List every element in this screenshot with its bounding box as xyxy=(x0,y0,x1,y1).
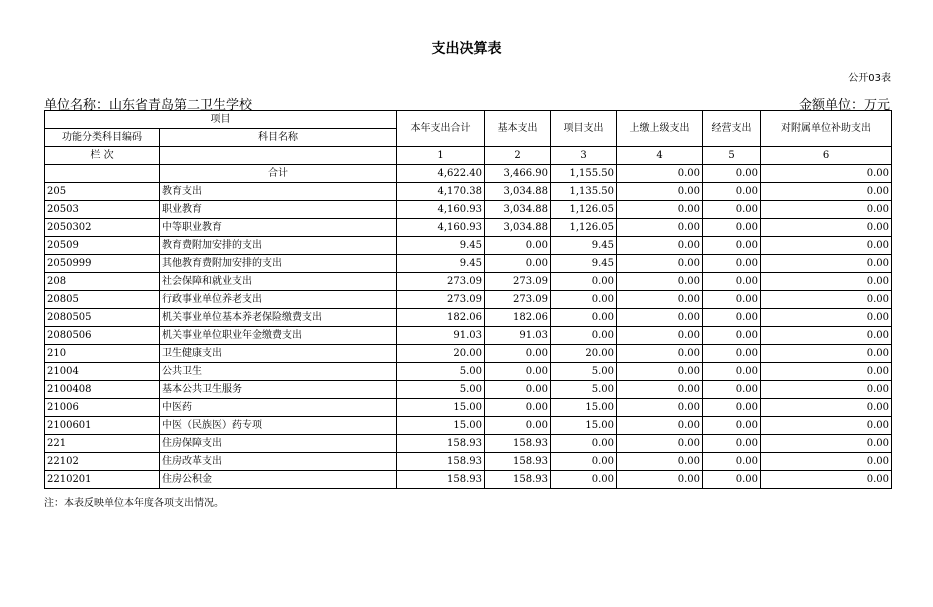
amount-cell: 158.93 xyxy=(485,453,551,471)
table-row xyxy=(45,291,892,309)
amount-cell: 9.45 xyxy=(551,255,617,273)
amount-cell: 0.00 xyxy=(761,399,892,417)
amount-cell: 0.00 xyxy=(703,219,761,237)
amount-cell: 0.00 xyxy=(617,399,703,417)
seq-number: 5 xyxy=(703,147,761,165)
amount-cell: 158.93 xyxy=(397,435,485,453)
amount-cell: 0.00 xyxy=(761,453,892,471)
amount-cell: 9.45 xyxy=(397,237,485,255)
amount-cell: 3,034.88 xyxy=(485,219,551,237)
amount-cell: 0.00 xyxy=(617,219,703,237)
unit-name: 单位名称：山东省青岛第二卫生学校 xyxy=(44,98,253,113)
amount-cell: 158.93 xyxy=(397,453,485,471)
amount-cell: 0.00 xyxy=(761,471,892,489)
amount-cell: 158.93 xyxy=(397,471,485,489)
amount-cell: 0.00 xyxy=(617,273,703,291)
amount-cell: 0.00 xyxy=(761,255,892,273)
subject-name: 教育支出 xyxy=(160,183,397,201)
subject-name: 社会保障和就业支出 xyxy=(160,273,397,291)
subject-code: 2050302 xyxy=(45,219,160,237)
amount-cell: 0.00 xyxy=(761,219,892,237)
table-row xyxy=(45,309,892,327)
amount-cell: 273.09 xyxy=(397,291,485,309)
table-row xyxy=(45,183,892,201)
col-project-header: 项目支出 xyxy=(551,111,617,147)
amount-cell: 1,126.05 xyxy=(551,219,617,237)
amount-cell: 4,160.93 xyxy=(397,201,485,219)
table-row xyxy=(45,201,892,219)
total-row xyxy=(45,165,892,183)
subject-code: 20509 xyxy=(45,237,160,255)
amount-cell: 0.00 xyxy=(703,201,761,219)
table-row xyxy=(45,345,892,363)
amount-cell: 0.00 xyxy=(703,417,761,435)
amount-cell: 0.00 xyxy=(761,363,892,381)
subject-code: 2100408 xyxy=(45,381,160,399)
amount-cell: 0.00 xyxy=(617,237,703,255)
amount-cell: 0.00 xyxy=(761,237,892,255)
subject-code: 21006 xyxy=(45,399,160,417)
amount-cell: 0.00 xyxy=(761,273,892,291)
amount-cell: 0.00 xyxy=(485,237,551,255)
subject-code: 2210201 xyxy=(45,471,160,489)
amount-cell: 0.00 xyxy=(617,201,703,219)
total-value: 1,155.50 xyxy=(551,165,617,183)
seq-number: 4 xyxy=(617,147,703,165)
amount-cell: 15.00 xyxy=(397,417,485,435)
subject-code: 21004 xyxy=(45,363,160,381)
amount-cell: 273.09 xyxy=(485,291,551,309)
total-value: 0.00 xyxy=(703,165,761,183)
amount-cell: 91.03 xyxy=(485,327,551,345)
subject-name: 中医药 xyxy=(160,399,397,417)
table-row xyxy=(45,363,892,381)
amount-cell: 0.00 xyxy=(617,309,703,327)
total-value: 3,466.90 xyxy=(485,165,551,183)
subject-code: 221 xyxy=(45,435,160,453)
amount-cell: 4,170.38 xyxy=(397,183,485,201)
table-row xyxy=(45,381,892,399)
amount-cell: 0.00 xyxy=(617,417,703,435)
amount-cell: 0.00 xyxy=(703,471,761,489)
subject-code: 2080506 xyxy=(45,327,160,345)
col-upper-header: 上缴上级支出 xyxy=(617,111,703,147)
amount-cell: 0.00 xyxy=(761,309,892,327)
subject-name: 住房公积金 xyxy=(160,471,397,489)
amount-cell: 0.00 xyxy=(703,183,761,201)
expenditure-table xyxy=(44,110,892,489)
amount-cell: 0.00 xyxy=(485,345,551,363)
item-header: 项目 xyxy=(45,111,397,129)
total-code-blank xyxy=(45,165,160,183)
amount-cell: 0.00 xyxy=(703,381,761,399)
amount-cell: 0.00 xyxy=(703,255,761,273)
subject-code: 2100601 xyxy=(45,417,160,435)
amount-cell: 0.00 xyxy=(761,183,892,201)
table-row xyxy=(45,219,892,237)
subject-code: 20503 xyxy=(45,201,160,219)
seq-number: 2 xyxy=(485,147,551,165)
amount-cell: 0.00 xyxy=(761,201,892,219)
subject-name: 公共卫生 xyxy=(160,363,397,381)
amount-cell: 0.00 xyxy=(551,291,617,309)
subject-code: 2050999 xyxy=(45,255,160,273)
amount-cell: 0.00 xyxy=(485,363,551,381)
seq-label: 栏 次 xyxy=(45,147,160,165)
subject-code: 20805 xyxy=(45,291,160,309)
amount-cell: 0.00 xyxy=(485,399,551,417)
table-row xyxy=(45,237,892,255)
total-label: 合计 xyxy=(160,165,397,183)
seq-number: 6 xyxy=(761,147,892,165)
amount-cell: 5.00 xyxy=(397,363,485,381)
amount-cell: 0.00 xyxy=(485,255,551,273)
amount-cell: 0.00 xyxy=(617,345,703,363)
amount-cell: 0.00 xyxy=(703,237,761,255)
subject-name: 职业教育 xyxy=(160,201,397,219)
subject-code: 22102 xyxy=(45,453,160,471)
amount-cell: 0.00 xyxy=(551,327,617,345)
amount-cell: 0.00 xyxy=(761,327,892,345)
amount-cell: 0.00 xyxy=(617,255,703,273)
amount-cell: 0.00 xyxy=(761,435,892,453)
amount-cell: 5.00 xyxy=(551,363,617,381)
amount-cell: 0.00 xyxy=(617,471,703,489)
amount-cell: 0.00 xyxy=(485,381,551,399)
name-col-header: 科目名称 xyxy=(160,129,397,147)
col-basic-header: 基本支出 xyxy=(485,111,551,147)
amount-cell: 0.00 xyxy=(617,381,703,399)
amount-cell: 0.00 xyxy=(551,435,617,453)
amount-cell: 273.09 xyxy=(485,273,551,291)
unit-info-row xyxy=(44,94,890,113)
amount-cell: 9.45 xyxy=(397,255,485,273)
amount-cell: 0.00 xyxy=(703,435,761,453)
amount-cell: 20.00 xyxy=(397,345,485,363)
table-row xyxy=(45,471,892,489)
amount-cell: 0.00 xyxy=(703,345,761,363)
amount-cell: 0.00 xyxy=(551,471,617,489)
amount-cell: 0.00 xyxy=(703,273,761,291)
amount-cell: 0.00 xyxy=(761,381,892,399)
amount-cell: 5.00 xyxy=(551,381,617,399)
amount-cell: 5.00 xyxy=(397,381,485,399)
amount-cell: 3,034.88 xyxy=(485,183,551,201)
amount-cell: 0.00 xyxy=(551,309,617,327)
amount-cell: 3,034.88 xyxy=(485,201,551,219)
subject-code: 208 xyxy=(45,273,160,291)
table-row xyxy=(45,417,892,435)
amount-cell: 20.00 xyxy=(551,345,617,363)
amount-cell: 0.00 xyxy=(703,309,761,327)
subject-name: 中等职业教育 xyxy=(160,219,397,237)
amount-cell: 15.00 xyxy=(551,417,617,435)
amount-cell: 182.06 xyxy=(397,309,485,327)
amount-cell: 0.00 xyxy=(703,453,761,471)
subject-name: 其他教育费附加安排的支出 xyxy=(160,255,397,273)
table-row xyxy=(45,327,892,345)
amount-cell: 0.00 xyxy=(617,291,703,309)
amount-cell: 0.00 xyxy=(617,327,703,345)
subject-name: 住房保障支出 xyxy=(160,435,397,453)
amount-cell: 0.00 xyxy=(703,399,761,417)
amount-cell: 0.00 xyxy=(761,417,892,435)
col-subsidy-header: 对附属单位补助支出 xyxy=(761,111,892,147)
col-total-header: 本年支出合计 xyxy=(397,111,485,147)
subject-name: 基本公共卫生服务 xyxy=(160,381,397,399)
table-note: 注：本表反映单位本年度各项支出情况。 xyxy=(44,498,224,509)
subject-name: 中医（民族医）药专项 xyxy=(160,417,397,435)
subject-name: 教育费附加安排的支出 xyxy=(160,237,397,255)
subject-code: 210 xyxy=(45,345,160,363)
form-number: 公开03表 xyxy=(848,73,891,84)
amount-cell: 0.00 xyxy=(485,417,551,435)
seq-blank xyxy=(160,147,397,165)
table-row xyxy=(45,453,892,471)
total-value: 0.00 xyxy=(617,165,703,183)
subject-code: 205 xyxy=(45,183,160,201)
amount-cell: 1,126.05 xyxy=(551,201,617,219)
table-row xyxy=(45,255,892,273)
amount-cell: 0.00 xyxy=(551,453,617,471)
table-row xyxy=(45,273,892,291)
table-body xyxy=(45,165,892,489)
amount-cell: 91.03 xyxy=(397,327,485,345)
total-value: 4,622.40 xyxy=(397,165,485,183)
amount-cell: 0.00 xyxy=(761,291,892,309)
amount-cell: 0.00 xyxy=(617,435,703,453)
table-row xyxy=(45,399,892,417)
amount-cell: 15.00 xyxy=(551,399,617,417)
seq-number: 1 xyxy=(397,147,485,165)
amount-cell: 9.45 xyxy=(551,237,617,255)
amount-unit: 金额单位：万元 xyxy=(798,98,890,113)
amount-cell: 0.00 xyxy=(617,363,703,381)
amount-cell: 0.00 xyxy=(617,453,703,471)
subject-name: 行政事业单位养老支出 xyxy=(160,291,397,309)
amount-cell: 158.93 xyxy=(485,471,551,489)
amount-cell: 1,135.50 xyxy=(551,183,617,201)
amount-cell: 4,160.93 xyxy=(397,219,485,237)
amount-cell: 0.00 xyxy=(703,291,761,309)
amount-cell: 0.00 xyxy=(761,345,892,363)
table-row xyxy=(45,435,892,453)
subject-name: 住房改革支出 xyxy=(160,453,397,471)
seq-number: 3 xyxy=(551,147,617,165)
amount-cell: 0.00 xyxy=(703,327,761,345)
amount-cell: 0.00 xyxy=(551,273,617,291)
col-operating-header: 经营支出 xyxy=(703,111,761,147)
code-col-header: 功能分类科目编码 xyxy=(45,129,160,147)
total-value: 0.00 xyxy=(761,165,892,183)
page-title: 支出决算表 xyxy=(431,41,502,57)
amount-cell: 0.00 xyxy=(703,363,761,381)
subject-code: 2080505 xyxy=(45,309,160,327)
subject-name: 卫生健康支出 xyxy=(160,345,397,363)
amount-cell: 0.00 xyxy=(617,183,703,201)
amount-cell: 273.09 xyxy=(397,273,485,291)
subject-name: 机关事业单位职业年金缴费支出 xyxy=(160,327,397,345)
subject-name: 机关事业单位基本养老保险缴费支出 xyxy=(160,309,397,327)
amount-cell: 182.06 xyxy=(485,309,551,327)
amount-cell: 158.93 xyxy=(485,435,551,453)
amount-cell: 15.00 xyxy=(397,399,485,417)
